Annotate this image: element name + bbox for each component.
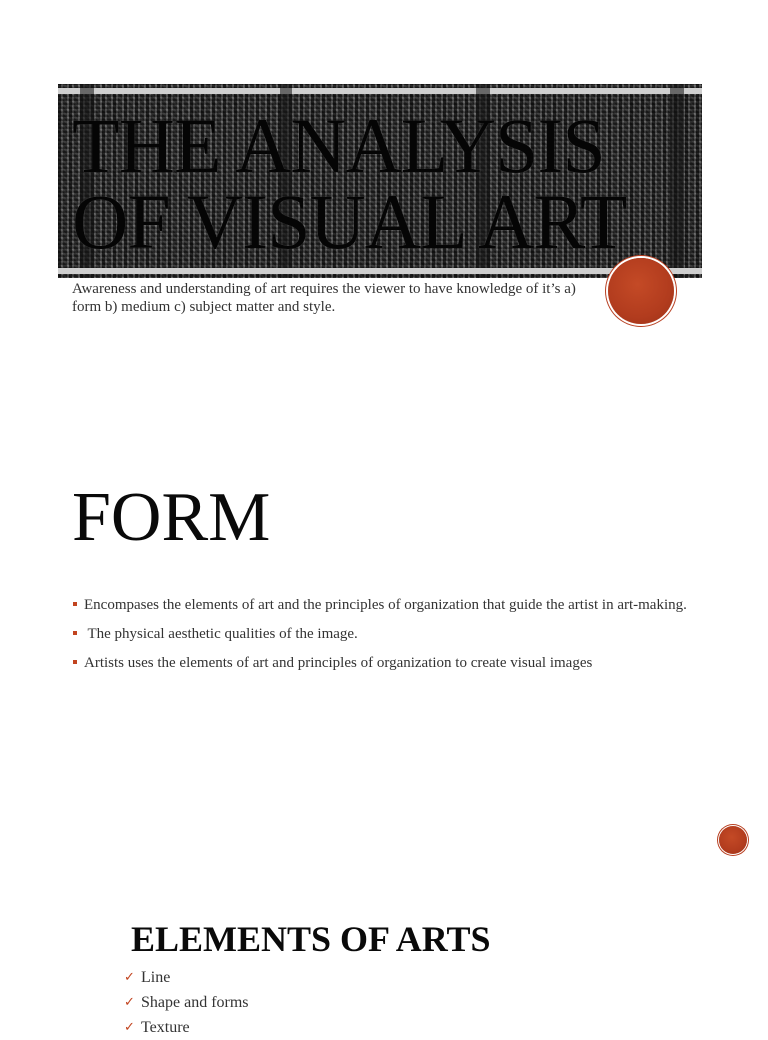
bullet-text: Encompases the elements of art and the principles of organization that guide the artist in art-making. (84, 597, 687, 613)
check-item-text: Line (141, 969, 171, 986)
elements-heading: ELEMENTS OF ARTS (131, 919, 491, 959)
title-banner (58, 84, 702, 278)
slide-subtitle: Awareness and understanding of art requires the viewer to have knowledge of it’s a) form b) medium c) subject matter and style. (72, 281, 576, 315)
banner-top-edge (58, 88, 702, 94)
bullet-item (72, 654, 702, 672)
form-heading: FORM (72, 479, 271, 556)
bullet-text: The physical aesthetic qualities of the image. (84, 626, 358, 642)
decorative-circle-small (719, 826, 747, 854)
form-bullet-list (72, 596, 702, 683)
bullet-item (72, 596, 702, 614)
banner-bottom-edge (58, 268, 702, 274)
check-item (124, 965, 249, 990)
slide-title-line1: THE ANALYSIS (72, 102, 605, 189)
square-bullet-icon (73, 602, 77, 606)
elements-check-list (124, 965, 249, 1040)
check-item (124, 990, 249, 1015)
checkmark-icon: ✓ (124, 970, 135, 985)
square-bullet-icon (73, 660, 77, 664)
bullet-text: Artists uses the elements of art and principles of organization to create visual images (84, 655, 593, 671)
decorative-circle (608, 258, 674, 324)
square-bullet-icon (73, 631, 77, 635)
check-item-text: Texture (141, 1019, 190, 1036)
check-item (124, 1015, 249, 1040)
slide-title (72, 102, 627, 265)
banner-stripe (670, 84, 684, 278)
bullet-item (72, 625, 702, 643)
checkmark-icon: ✓ (124, 1020, 135, 1035)
checkmark-icon: ✓ (124, 995, 135, 1010)
check-item-text: Shape and forms (141, 994, 249, 1011)
slide-title-line2: OF VISUAL ART (72, 178, 627, 265)
